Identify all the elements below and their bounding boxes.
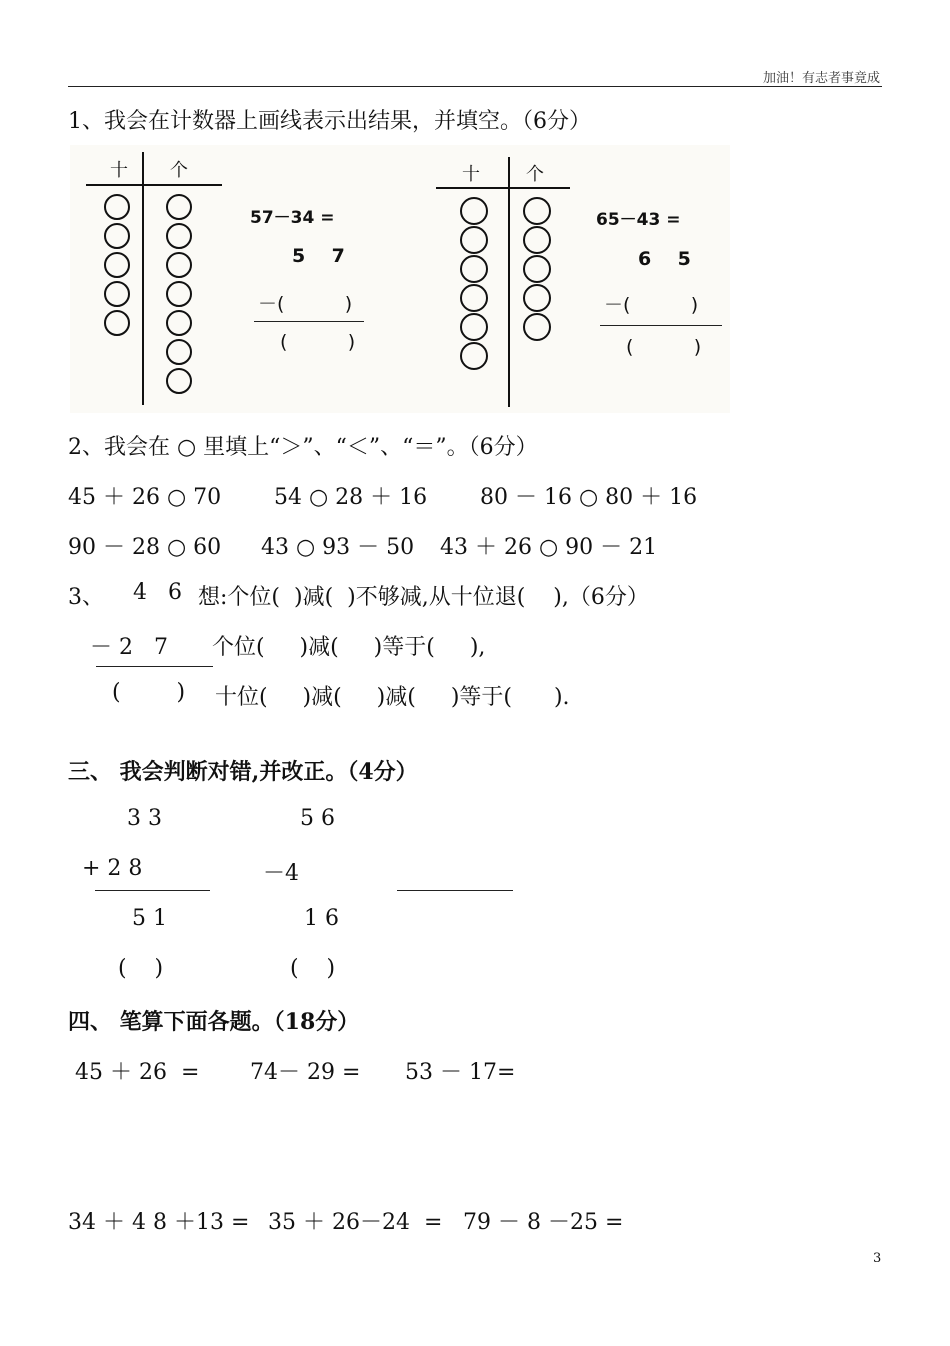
bead: [461, 285, 487, 311]
bead: [524, 285, 550, 311]
header-rule: [68, 86, 882, 87]
q3-line2-text: 个位( )减( )等于( ),: [212, 635, 486, 660]
bead: [167, 311, 191, 335]
q3-top-digits: 4 6: [133, 580, 182, 605]
q1-title: 1、我会在计数器上画线表示出结果，并填空。（6分）: [68, 109, 591, 134]
q3-line: [96, 666, 213, 667]
s4-row2-item3: 79 － 8 －25 =: [463, 1210, 624, 1235]
q2-row2-item2: 43 ○ 93 － 50: [261, 535, 415, 560]
section4-title: 四、 笔算下面各题。（18分）: [68, 1009, 360, 1035]
calc-right-expr: 65－43 =: [596, 210, 681, 230]
bead: [461, 198, 487, 224]
calc-right-line: [600, 325, 722, 326]
bead: [105, 311, 129, 335]
calc-right-digits: 6 5: [638, 248, 691, 270]
s3-left-top: 3 3: [127, 806, 162, 831]
bead: [105, 253, 129, 277]
calc-right-minus: －( ): [604, 294, 699, 316]
calc-right-result: ( ): [626, 336, 702, 358]
bead: [524, 198, 550, 224]
bead: [167, 253, 191, 277]
q2-row1-item1: 45 ＋ 26 ○ 70: [68, 485, 222, 510]
s3-right-judge: ( ): [290, 956, 336, 981]
abacus-right-ones-label: 个: [526, 164, 544, 185]
s3-correction-line: [397, 890, 513, 891]
tens-beads-right: [461, 198, 487, 369]
header-motto: 加油！有志者事竟成: [762, 71, 880, 86]
q3-line3-text: 十位( )减( )减( )等于( ).: [215, 685, 570, 710]
bead: [461, 256, 487, 282]
bead: [167, 282, 191, 306]
s4-row1-item2: 74－ 29 =: [250, 1060, 361, 1085]
abacus-right: [430, 155, 580, 410]
calc-left-result: ( ): [280, 331, 356, 353]
bead: [524, 314, 550, 340]
bead: [167, 340, 191, 364]
bead: [167, 195, 191, 219]
abacus-left-tens-label: 十: [110, 160, 128, 181]
bead: [461, 227, 487, 253]
q3-answer-paren: ( ): [112, 680, 186, 705]
ones-beads-right: [524, 198, 550, 340]
abacus-left: [80, 150, 230, 410]
calc-left-line: [254, 321, 364, 322]
q2-title: 2、我会在 ○ 里填上“＞”、“＜”、“＝”。（6分）: [68, 435, 538, 460]
s3-left-judge: ( ): [118, 956, 164, 981]
bead: [167, 369, 191, 393]
s3-left-line: [95, 890, 210, 891]
bead: [105, 282, 129, 306]
q2-row2-item1: 90 － 28 ○ 60: [68, 535, 222, 560]
s4-row1-item1: 45 ＋ 26 =: [75, 1060, 200, 1085]
bead: [461, 343, 487, 369]
q3-subtrahend: － 2 7: [90, 635, 168, 660]
calc-left-digits: 5 7: [292, 245, 345, 267]
bead: [105, 224, 129, 248]
ones-beads-left: [167, 195, 191, 393]
abacus-left-ones-label: 个: [170, 160, 188, 181]
section3-title: 三、 我会判断对错,并改正。（4分）: [68, 759, 418, 785]
q3-label: 3、: [68, 585, 104, 610]
tens-beads-left: [105, 195, 129, 335]
s4-row1-item3: 53 － 17=: [405, 1060, 516, 1085]
q2-row1-item3: 80 － 16 ○ 80 ＋ 16: [480, 485, 698, 510]
bead: [524, 256, 550, 282]
bead: [524, 227, 550, 253]
s3-left-op: + 2 8: [82, 856, 143, 881]
bead: [105, 195, 129, 219]
s3-right-top: 5 6: [300, 806, 335, 831]
s4-row2-item1: 34 ＋ 4 8 ＋13 =: [68, 1210, 250, 1235]
abacus-right-tens-label: 十: [462, 164, 480, 185]
s4-row2-item2: 35 ＋ 26－24 =: [268, 1210, 443, 1235]
page-number: 3: [873, 1251, 882, 1266]
calc-left-expr: 57－34 =: [250, 208, 335, 228]
bead: [167, 224, 191, 248]
bead: [461, 314, 487, 340]
s3-right-result: 1 6: [304, 906, 339, 931]
s3-left-result: 5 1: [132, 906, 167, 931]
s3-right-op: －4: [263, 861, 299, 886]
q2-row2-item3: 43 ＋ 26 ○ 90 － 21: [440, 535, 658, 560]
q2-row1-item2: 54 ○ 28 ＋ 16: [274, 485, 428, 510]
q3-line1-text: 想:个位( )减( )不够减,从十位退( ),（6分）: [198, 585, 649, 610]
calc-left-minus: －( ): [258, 293, 353, 315]
